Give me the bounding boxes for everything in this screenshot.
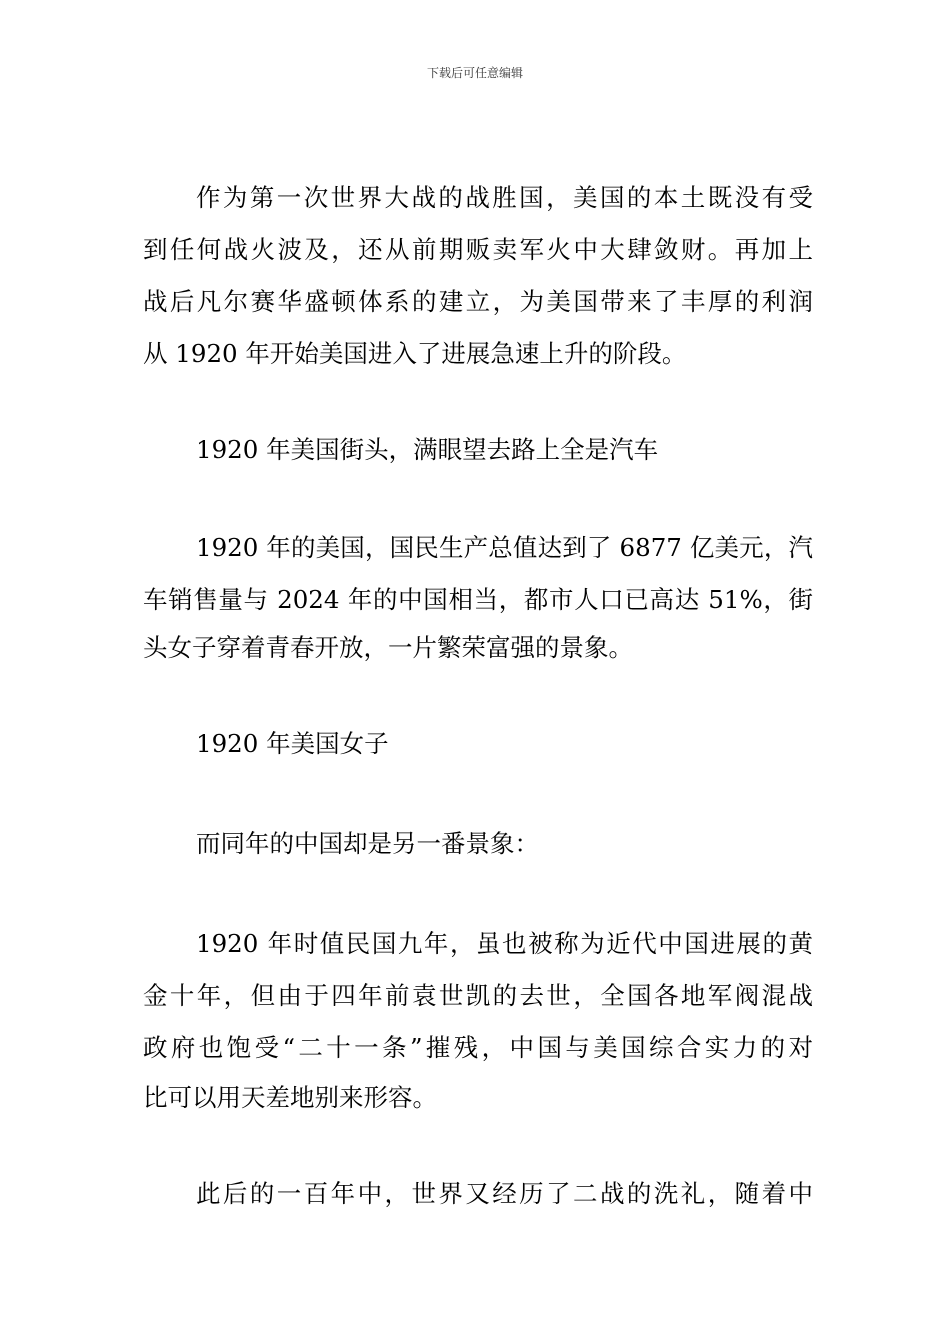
paragraph-1-line-4: 从 1920 年开始美国进入了进展急速上升的阶段。 [143,339,687,368]
paragraph-3-line-1: 1920 年的美国，国民生产总值达到了 6877 亿美元，汽 [196,533,813,562]
paragraph-6-line-3: 政府也饱受“二十一条”摧残，中国与美国综合实力的对 [143,1033,813,1062]
paragraph-3-line-3: 头女子穿着青春开放，一片繁荣富强的景象。 [143,633,633,662]
page-header: 下载后可任意编辑 [426,66,523,80]
caption-american-woman: 1920 年美国女子 [196,729,389,758]
paragraph-6-line-2: 金十年，但由于四年前袁世凯的去世，全国各地军阀混战 [143,981,813,1010]
paragraph-5-line-1: 而同年的中国却是另一番景象： [196,829,539,858]
paragraph-3-line-2: 车销售量与 2024 年的中国相当，都市人口已高达 51%，街 [143,585,813,614]
paragraph-7-line-1: 此后的一百年中，世界又经历了二战的洗礼，随着中 [196,1179,813,1208]
paragraph-6-line-4: 比可以用天差地别来形容。 [143,1083,437,1112]
paragraph-1-line-1: 作为第一次世界大战的战胜国，美国的本土既没有受 [196,183,813,212]
paragraph-6-line-1: 1920 年时值民国九年，虽也被称为近代中国进展的黄 [196,929,813,958]
paragraph-1-line-2: 到任何战火波及，还从前期贩卖军火中大肆敛财。再加上 [143,235,813,264]
caption-street-cars: 1920 年美国街头，满眼望去路上全是汽车 [196,435,659,464]
paragraph-1-line-3: 战后凡尔赛华盛顿体系的建立，为美国带来了丰厚的利润 [143,287,813,316]
